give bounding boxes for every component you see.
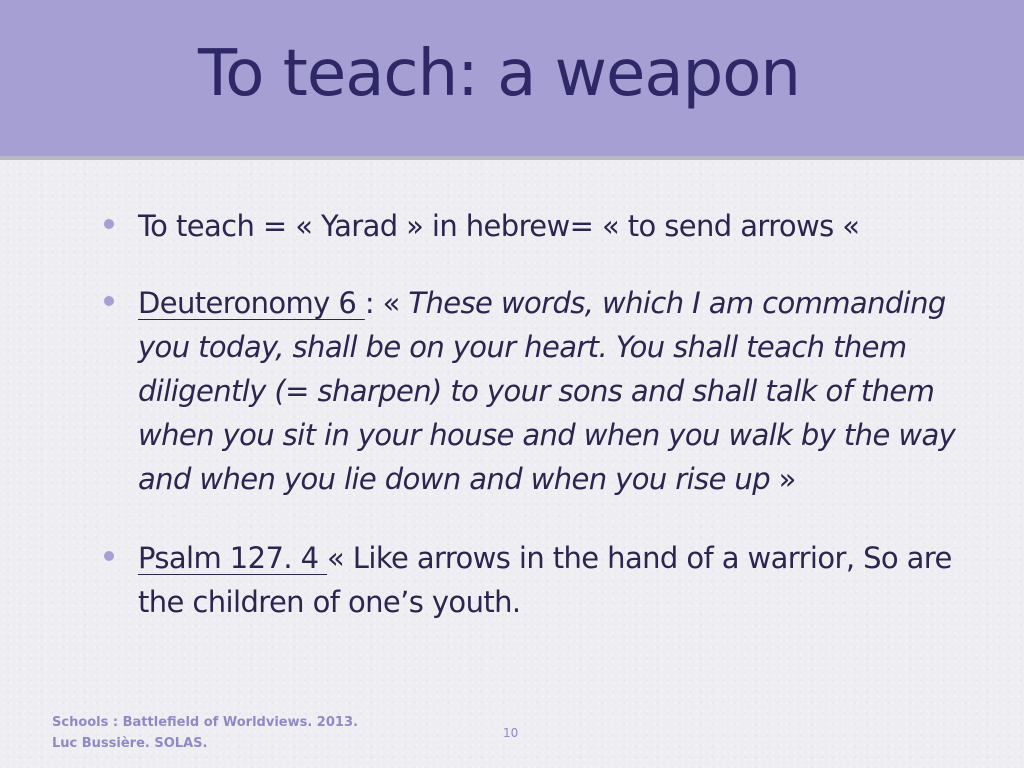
bullet-dot-icon: [104, 219, 114, 229]
quote-open: : «: [364, 286, 409, 320]
bullet-item-yarad: [104, 204, 964, 248]
bullet-dot-icon: [104, 551, 114, 561]
title-banner: [0, 0, 1024, 160]
psalm-link[interactable]: Psalm 127. 4: [138, 541, 328, 575]
bullet-text: To teach = « Yarad » in hebrew= « to send arrows «: [138, 209, 860, 243]
deuteronomy-link[interactable]: Deuteronomy 6: [138, 286, 365, 320]
quote-close: »: [770, 462, 796, 496]
psalm-quote: « Like arrows in the hand of a warrior, So are the children of one’s youth.: [138, 541, 952, 619]
bullet-item-deuteronomy: [104, 281, 964, 501]
slide-body: [104, 200, 964, 624]
page-number: 10: [503, 726, 519, 740]
deuteronomy-quote: These words, which I am commanding you today, shall be on your heart. You shall teach them diligently (= sharpen) to your sons and shall talk of them when you sit in your house and when you walk by the way and when you lie down and when you rise up: [138, 286, 956, 496]
footer-line-2: Luc Bussière. SOLAS.: [52, 736, 208, 751]
footer-source: [52, 712, 358, 754]
footer-line-1: Schools : Battlefield of Worldviews. 2013.: [52, 715, 358, 730]
bullet-item-psalm: [104, 536, 964, 624]
slide-title: To teach: a weapon: [198, 37, 800, 111]
bullet-dot-icon: [104, 296, 114, 306]
